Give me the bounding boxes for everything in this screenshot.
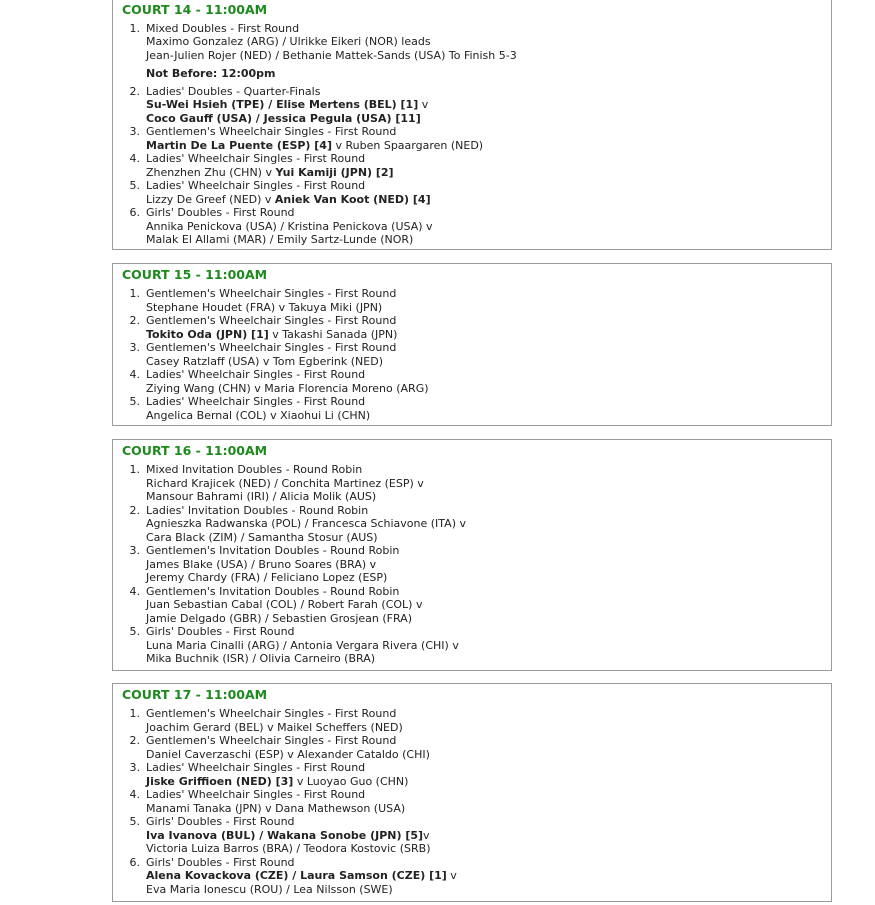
player-text: James Blake (USA) / Bruno Soares (BRA) v xyxy=(146,558,377,571)
match-number: 3. xyxy=(129,761,140,774)
player-text: v xyxy=(423,829,430,842)
match-event: Mixed Doubles - First Round xyxy=(146,22,300,35)
match-event: Gentlemen's Wheelchair Singles - First Round xyxy=(146,707,397,720)
match-players xyxy=(146,490,376,503)
match-number: 2. xyxy=(129,734,140,747)
court-title: COURT 16 - 11:00AM xyxy=(122,443,268,458)
player-text: v xyxy=(446,869,457,882)
player-text: Annika Penickova (USA) / Kristina Penickova (USA) v xyxy=(146,220,433,233)
match-event: Mixed Invitation Doubles - Round Robin xyxy=(146,463,363,476)
match-players xyxy=(146,639,459,652)
match-players xyxy=(146,112,421,125)
player-text: Eva Maria Ionescu (ROU) / Lea Nilsson (SWE) xyxy=(146,883,393,896)
player-text: Lizzy De Greef (NED) v xyxy=(146,193,275,206)
player-text: Agnieszka Radwanska (POL) / Francesca Schiavone (ITA) v xyxy=(146,517,466,530)
match-event: Gentlemen's Wheelchair Singles - First Round xyxy=(146,734,397,747)
match-number: 1. xyxy=(129,463,140,476)
match-number: 1. xyxy=(129,22,140,35)
player-text: v Ruben Spaargaren (NED) xyxy=(332,139,484,152)
match-event: Gentlemen's Invitation Doubles - Round Robin xyxy=(146,544,400,557)
player-text: Jean-Julien Rojer (NED) / Bethanie Mattek-Sands (USA) To Finish 5-3 xyxy=(146,49,517,62)
match-number: 4. xyxy=(129,788,140,801)
match-players xyxy=(146,598,422,611)
match-number: 4. xyxy=(129,368,140,381)
match-number: 1. xyxy=(129,707,140,720)
match-players xyxy=(146,721,403,734)
match-players xyxy=(146,842,430,855)
player-text: Jiske Griffioen (NED) [3] xyxy=(146,775,294,788)
match-players xyxy=(146,233,413,246)
match-players xyxy=(146,355,383,368)
player-text: Mika Buchnik (ISR) / Olivia Carneiro (BRA) xyxy=(146,652,376,665)
court-15-box xyxy=(112,263,832,426)
match-players xyxy=(146,139,483,152)
match-players xyxy=(146,477,424,490)
player-text: Tokito Oda (JPN) [1] xyxy=(146,328,269,341)
match-players xyxy=(146,775,408,788)
match-players xyxy=(146,193,431,206)
player-text: v xyxy=(418,98,429,111)
match-event: Gentlemen's Wheelchair Singles - First Round xyxy=(146,341,397,354)
player-text: Juan Sebastian Cabal (COL) / Robert Farah (COL) v xyxy=(146,598,423,611)
player-text: Mansour Bahrami (IRI) / Alicia Molik (AUS) xyxy=(146,490,377,503)
match-players xyxy=(146,869,457,882)
match-event: Ladies' Doubles - Quarter-Finals xyxy=(146,85,321,98)
player-text: Jeremy Chardy (FRA) / Feliciano Lopez (ESP) xyxy=(146,571,388,584)
match-players xyxy=(146,220,433,233)
match-event: Girls' Doubles - First Round xyxy=(146,815,295,828)
player-text: Manami Tanaka (JPN) v Dana Mathewson (USA) xyxy=(146,802,406,815)
player-text: Jamie Delgado (GBR) / Sebastien Grosjean (FRA) xyxy=(146,612,412,625)
match-players xyxy=(146,49,517,62)
match-number: 6. xyxy=(129,206,140,219)
player-text: Ziying Wang (CHN) v Maria Florencia Moreno (ARG) xyxy=(146,382,429,395)
match-event: Ladies' Wheelchair Singles - First Round xyxy=(146,395,366,408)
court-16-box xyxy=(112,439,832,671)
match-number: 5. xyxy=(129,179,140,192)
match-number: 3. xyxy=(129,125,140,138)
player-text: Su-Wei Hsieh (TPE) / Elise Mertens (BEL) [1] xyxy=(146,98,419,111)
court-title: COURT 14 - 11:00AM xyxy=(122,2,268,17)
match-number: 5. xyxy=(129,625,140,638)
player-text: Daniel Caverzaschi (ESP) v Alexander Cataldo (CHI) xyxy=(146,748,430,761)
court-17-box xyxy=(112,683,832,902)
match-number: 4. xyxy=(129,152,140,165)
player-text: Alena Kovackova (CZE) / Laura Samson (CZE) [1] xyxy=(146,869,447,882)
match-players xyxy=(146,35,431,48)
player-text: Angelica Bernal (COL) v Xiaohui Li (CHN) xyxy=(146,409,371,422)
player-text: v Takashi Sanada (JPN) xyxy=(268,328,398,341)
match-event: Ladies' Wheelchair Singles - First Round xyxy=(146,761,366,774)
player-text: Maximo Gonzalez (ARG) / Ulrikke Eikeri (NOR) leads xyxy=(146,35,431,48)
match-event: Girls' Doubles - First Round xyxy=(146,625,295,638)
player-text: Malak El Allami (MAR) / Emily Sartz-Lunde (NOR) xyxy=(146,233,414,246)
match-players xyxy=(146,883,393,896)
player-text: Yui Kamiji (JPN) [2] xyxy=(275,166,394,179)
match-number: 2. xyxy=(129,85,140,98)
match-number: 2. xyxy=(129,314,140,327)
match-event: Gentlemen's Wheelchair Singles - First Round xyxy=(146,287,397,300)
match-players xyxy=(146,98,428,111)
court-14-box xyxy=(112,0,832,250)
match-players xyxy=(146,802,405,815)
match-event: Ladies' Wheelchair Singles - First Round xyxy=(146,179,366,192)
court-title: COURT 17 - 11:00AM xyxy=(122,687,268,702)
match-event: Ladies' Wheelchair Singles - First Round xyxy=(146,152,366,165)
match-number: 6. xyxy=(129,856,140,869)
match-players xyxy=(146,409,370,422)
court-title: COURT 15 - 11:00AM xyxy=(122,267,268,282)
match-players xyxy=(146,531,378,544)
player-text: Casey Ratzlaff (USA) v Tom Egberink (NED) xyxy=(146,355,383,368)
match-number: 5. xyxy=(129,395,140,408)
match-players xyxy=(146,652,375,665)
match-players xyxy=(146,748,430,761)
match-event: Ladies' Invitation Doubles - Round Robin xyxy=(146,504,369,517)
match-event: Gentlemen's Wheelchair Singles - First Round xyxy=(146,125,397,138)
not-before-note: Not Before: 12:00pm xyxy=(146,67,276,80)
match-players xyxy=(146,382,429,395)
match-players xyxy=(146,517,466,530)
player-text: v Luoyao Guo (CHN) xyxy=(293,775,409,788)
match-players xyxy=(146,571,387,584)
player-text: Luna Maria Cinalli (ARG) / Antonia Vergara Rivera (CHI) v xyxy=(146,639,459,652)
match-event: Girls' Doubles - First Round xyxy=(146,856,295,869)
match-number: 2. xyxy=(129,504,140,517)
match-players xyxy=(146,328,397,341)
player-text: Victoria Luiza Barros (BRA) / Teodora Kostovic (SRB) xyxy=(146,842,431,855)
player-text: Joachim Gerard (BEL) v Maikel Scheffers (NED) xyxy=(146,721,403,734)
match-players xyxy=(146,301,382,314)
player-text: Coco Gauff (USA) / Jessica Pegula (USA) [11] xyxy=(146,112,421,125)
match-number: 5. xyxy=(129,815,140,828)
match-players xyxy=(146,829,430,842)
match-players xyxy=(146,612,412,625)
match-number: 4. xyxy=(129,585,140,598)
match-event: Ladies' Wheelchair Singles - First Round xyxy=(146,368,366,381)
match-event: Gentlemen's Wheelchair Singles - First Round xyxy=(146,314,397,327)
match-number: 3. xyxy=(129,544,140,557)
player-text: Martin De La Puente (ESP) [4] xyxy=(146,139,332,152)
match-players xyxy=(146,558,376,571)
player-text: Cara Black (ZIM) / Samantha Stosur (AUS) xyxy=(146,531,378,544)
player-text: Aniek Van Koot (NED) [4] xyxy=(274,193,431,206)
match-players xyxy=(146,166,394,179)
match-event: Ladies' Wheelchair Singles - First Round xyxy=(146,788,366,801)
match-number: 3. xyxy=(129,341,140,354)
player-text: Zhenzhen Zhu (CHN) v xyxy=(146,166,276,179)
match-event: Gentlemen's Invitation Doubles - Round Robin xyxy=(146,585,400,598)
match-number: 1. xyxy=(129,287,140,300)
player-text: Iva Ivanova (BUL) / Wakana Sonobe (JPN) [5] xyxy=(146,829,424,842)
player-text: Richard Krajicek (NED) / Conchita Martinez (ESP) v xyxy=(146,477,424,490)
match-event: Girls' Doubles - First Round xyxy=(146,206,295,219)
player-text: Stephane Houdet (FRA) v Takuya Miki (JPN) xyxy=(146,301,383,314)
